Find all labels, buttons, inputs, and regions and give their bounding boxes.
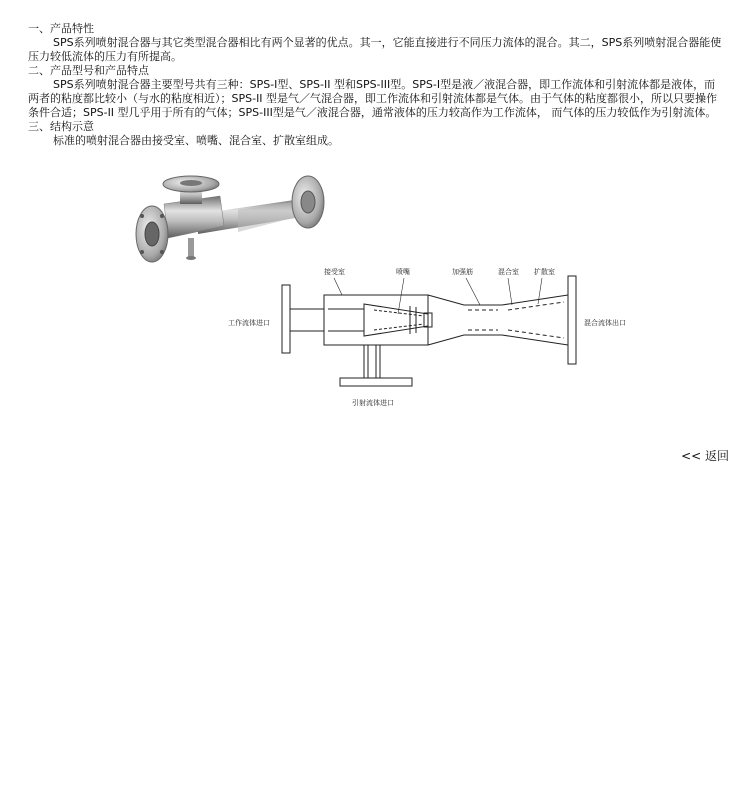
section-text-models: SPS系列喷射混合器主要型号共有三种：SPS-Ⅰ型、SPS-II 型和SPS-III型。SPS-Ⅰ型是液／液混合器，即工作流体和引射流体都是液体，而两者的粘度都比较小（与水的粘度相近）；SPS-II 型是气／气混合器，即工作流体和引射流体都是气体。由于气体的粘度都很小，所以只要操作条件合适；SPS-II 型几乎用于所有的气体；SPS-III型是气／液混合器，通常液体的压力较高作为工作流体， 而气体的压力较低作为引射流体。 <box>28 78 718 119</box>
mixer-cross-section <box>282 276 576 386</box>
section-heading-structure: 三、结构示意 <box>28 120 94 133</box>
section-heading-models: 二、产品型号和产品特点 <box>28 64 149 77</box>
back-link[interactable]: << 返回 <box>681 449 729 463</box>
mixer-photo <box>136 176 324 262</box>
label-nozzle: 喷嘴 <box>396 268 410 276</box>
section-text-structure: 标准的喷射混合器由接受室、喷嘴、混合室、扩散室组成。 <box>53 134 339 147</box>
mixer-figure <box>128 164 630 414</box>
label-mixing-chamber: 混合室 <box>498 268 519 276</box>
label-diffuser: 扩散室 <box>534 268 555 276</box>
mixer-figure-svg <box>128 164 630 414</box>
section-text-features: SPS系列喷射混合器与其它类型混合器相比有两个显著的优点。其一，它能直接进行不同压力流体的混合。其二，SPS系列喷射混合器能使压力较低流体的压力有所提高。 <box>28 36 722 63</box>
label-mixed-outlet: 混合流体出口 <box>584 319 626 327</box>
label-suction-inlet: 引射流体进口 <box>352 399 394 407</box>
label-heater: 加强筋 <box>452 268 473 276</box>
label-working-inlet: 工作流体进口 <box>228 319 270 327</box>
article <box>28 22 726 148</box>
cross-section-labels <box>228 267 626 407</box>
label-receiving-chamber: 接受室 <box>324 268 345 276</box>
section-heading-features: 一、产品特性 <box>28 22 94 35</box>
